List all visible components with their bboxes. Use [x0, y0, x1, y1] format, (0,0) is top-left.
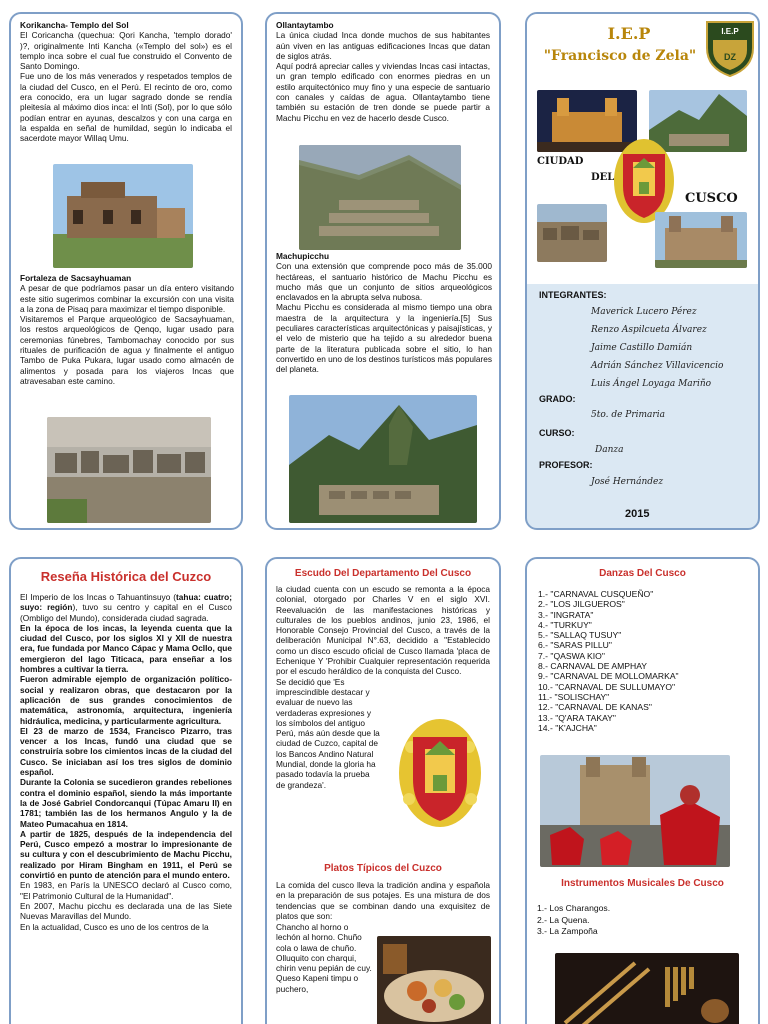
ruins-cover-photo [537, 204, 607, 262]
escudo-title: Escudo Del Departamento Del Cusco [294, 568, 472, 579]
course-label: CURSO: [539, 428, 575, 438]
city-word-3: CUSCO [685, 191, 738, 206]
ollantaytambo-photo [299, 145, 461, 250]
historia-paragraph-4: El 23 de marzo de 1534, Francisco Pizarro, tras vencer a los Incas, fundó una ciudad que se construiría sobre los cimientos incas de la ciudad del Cusco. Se iniciaban así los tres siglos de dominio español. [20, 725, 232, 778]
food-photo [377, 936, 491, 1024]
platos-paragraph-2: Chancho al horno o lechón al horno. Chuño cola o lawa de chuño. Olluquito con charqui, chirin venu pepián de cuy. Queso Kapeni timpu o puchero, [276, 922, 372, 994]
cover-header [527, 14, 758, 284]
teacher-label: PROFESOR: [539, 460, 593, 470]
historia-paragraph-3: Fueron admirable ejemplo de organización político-social y realizaron obras, que destacaron por la aplicación de sus grandes conocimientos de matemática, astronomía, arquitectura, ingeniería hidráulica, medicina, y particularmente agricultura. [20, 674, 232, 726]
teacher-value: José Hernández [591, 477, 664, 487]
escudo-shield-image [397, 717, 483, 829]
dances-list [536, 589, 749, 733]
dance-item: 1.- "CARNAVAL CUSQUEÑO" [538, 589, 654, 599]
korikancha-title: Korikancha- Templo del Sol [20, 20, 129, 30]
historia-paragraph-2: En la época de los incas, la leyenda cuenta que la ciudad del Cusco, por los siglos XI y XII de nuestra era, fue fundada por Manco Cápac y Mama Ocllo, que emergieron del lago Titicaca, para enseñar a los hombres a cultivar la tierra. [20, 622, 232, 675]
dance-item: 12.- "CARNAVAL DE KANAS" [538, 702, 652, 713]
machupicchu-title: Machupicchu [276, 251, 330, 261]
historia-p1-end: ), tuvo su centro y capital en el Cusco (Ombligo del Mundo), considerada ciudad sagrada. [20, 602, 232, 623]
sacsayhuaman-section [20, 273, 234, 386]
historia-paragraph-8: En 2007, Machu picchu es declarada una de las Siete Nuevas Maravillas del Mundo. [20, 900, 232, 922]
sacsayhuaman-paragraph-1: A pesar de que podríamos pasar un día entero visitando este sitio sugerimos combinar la excursión con una visita a la zona de Pisaq para maximizar el tiempo disponible. [20, 283, 234, 314]
dance-item: 8.- CARNAVAL DE AMPHAY [538, 661, 648, 672]
dance-item: 11.- "SOLISCHAY" [538, 691, 610, 702]
historia-paragraph-9: En la actualidad, Cusco es uno de los centros de la [20, 921, 209, 932]
church-cover-photo [655, 212, 747, 268]
ollantaytambo-section [276, 20, 490, 123]
korikancha-paragraph-1: El Coricancha (quechua: Qori Kancha, 'templo dorado' )?, originalmente Inti Kancha («Templo del sol») es el templo inca sobre el cual fue construido el Convento de Santo Domingo. [20, 30, 232, 72]
dance-item: 6.- "SARAS PILLU" [538, 640, 612, 651]
escudo-paragraph-1: la ciudad cuenta con un escudo se remonta a la época colonial, otorgado por Charles V en el siglo XVI. Reevaluación de las manifestaciones históricas y culturales de los pueblos andinos, junio 23, 1986, el Honorable Consejo Provincial del Cusco, a través de la deliberación Municipal N°.63, decidido a "Establecido como un disco escudo oficial de Cusco llamada 'placa de Echenique Y 'Prohibir Cualquier representación requerida por el escudo heráldico de la conquista del Cusco. [276, 584, 490, 677]
dance-item: 4.- "TURKUY" [538, 619, 592, 630]
panel-historia [9, 557, 243, 1024]
historia-paragraph-6: A partir de 1825, después de la independencia del Perú, Cusco empezó a mostrar lo impresionante de su cultura y con el descubrimiento de Machu Picchu, realizado por Hiram Bingham en 1911, el Perú se convirtió en punto de atención para el mundo entero. [20, 828, 232, 881]
korikancha-paragraph-2: Fue uno de los más venerados y respetados templos de la ciudad del Cusco, en el Perú. El recinto de oro, como era conocido, era un lugar sagrado donde se rendía pleitesía al máximo dios inca: el Inti (Sol), por lo que sólo podían entrar en ayunas, descalzos y con una carga en la espalda en señal de humildad, según lo indicaba el sacerdote mayor Willaq Umu. [20, 71, 232, 144]
school-emblem [705, 18, 755, 78]
escudo-paragraph-2: Se decidió que 'Es imprescindible destacar y evaluar de nuevo las verdaderas expresiones y los símbolos del antiguo Perú, más aún desde que la ciudad de Cuzco, capital de los Bancos Andino Natural Mundial, donde la gloria ha pasado todavía la prueba de grandeza'. [276, 676, 380, 790]
dance-item: 9.- "CARNAVAL DE MOLLOMARKA" [538, 671, 679, 682]
emblem-initials: DZ [724, 52, 736, 62]
dance-item: 13.- "Q'ARA TAKAY" [538, 712, 616, 723]
instrument-item: 2.- La Quena. [537, 914, 590, 925]
panel-cover [525, 12, 760, 530]
instrument-item: 3.- La Zampoña [537, 926, 598, 936]
panel-escudo [265, 557, 501, 1024]
instrumentos-title: Instrumentos Musicales De Cusco [561, 878, 724, 889]
sacsayhuaman-title: Fortaleza de Sacsayhuaman [20, 273, 132, 283]
school-name: "Francisco de Zela" [543, 48, 697, 64]
sacsayhuaman-paragraph-2: Visitaremos el Parque arqueológico de Sacsayhuaman, los restos arqueológicos de Qenqo, lugar usado para ceremonias fúnebres, Tambomachay conocido por sus rituales de purificación de agua y finalmente el antiguo Tambo de Puka Pukara, lugar usado como almacén de alimentos y posada para los viajeros Incas que atravesaban este camino. [20, 314, 234, 386]
danzas-title: Danzas Del Cusco [599, 568, 686, 579]
emblem-text: I.E.P [721, 27, 739, 36]
member-item: Renzo Aspilcueta Álvarez [591, 325, 707, 335]
members-list [591, 303, 756, 393]
ollantaytambo-title: Ollantaytambo [276, 20, 334, 30]
historia-paragraph-7: En 1983, en París la UNESCO declaró al Cusco como, "El Patrimonio Cultural de la Humanidad". [20, 880, 232, 901]
panel-danzas [525, 557, 760, 1024]
year: 2015 [625, 508, 650, 520]
ollantaytambo-paragraph-1: La única ciudad Inca donde muchos de sus habitantes aún viven en las antiguas edificaciones Incas que datan de siglos atrás. [276, 30, 490, 61]
historia-paragraph-5: Durante la Colonia se sucedieron grandes rebeliones contra el dominio español, siendo la más importante la de José Gabriel Condorcanqui (Túpac Amaru II) en 1781; también las de los hermanos Angulo y la de Mateo Pumacahua en 1814. [20, 777, 232, 829]
machupicchu-photo [289, 395, 477, 523]
historia-paragraph-1 [20, 592, 232, 623]
city-word-2: DEL [591, 172, 615, 183]
dancers-photo [540, 755, 730, 867]
ollantaytambo-paragraph-2: Aquí podrá apreciar calles y viviendas Incas casi intactas, un gran templo edificado con enormes piedras en un estilo arquitectónico muy fino y una especie de santuario con canales y caídas de agua. Ollantaytambo tiene también su estación de tren donde se puede partir a Machu Picchu en vez de hacerlo desde Cusco. [276, 61, 490, 123]
city-word-1: CIUDAD [537, 156, 584, 167]
machupicchu-section [276, 251, 492, 375]
platos-paragraph-1: La comida del cusco lleva la tradición andina y española en la preparación de sus potajes. Es una mistura de dos tendencias que se combinan dando una exquisitez de platos que son: [276, 880, 490, 921]
sacsayhuaman-photo [47, 417, 211, 523]
historia-body [20, 592, 232, 932]
grade-label: GRADO: [539, 394, 576, 404]
members-label: INTEGRANTES: [539, 290, 607, 300]
instrument-item: 1.- Los Charangos. [537, 903, 611, 913]
course-value: Danza [595, 445, 624, 455]
machupicchu-paragraph-1: Con una extensión que comprende poco más de 35.000 hectáreas, el santuario histórico de Machu Picchu es mucho más que un conjunto de sitios arqueológicos enclavados en la abrupta selva nubosa. [276, 261, 492, 303]
panel-korikancha [9, 12, 243, 530]
platos-title: Platos Típicos del Cuzco [324, 863, 442, 874]
korikancha-photo [53, 164, 193, 268]
dance-item: 3.- "INGRATA" [538, 609, 594, 620]
instruments-photo [555, 953, 739, 1024]
instruments-list [537, 903, 610, 938]
historia-p1-start: El Imperio de los Incas o Tahuantinsuyo ( [20, 592, 177, 602]
panel-ollantaytambo [265, 12, 501, 530]
dance-item: 2.- "LOS JILGUEROS" [538, 599, 625, 610]
historia-p1-etymology: tahua: cuatro; suyo: región [20, 592, 232, 613]
grade-value: 5to. de Primaria [591, 410, 665, 420]
korikancha-section [20, 20, 232, 144]
member-item: Jaime Castillo Damián [591, 343, 693, 353]
dance-item: 14.- "K'AJCHA" [538, 722, 597, 733]
historia-title: Reseña Histórica del Cuzco [40, 569, 212, 584]
dance-item: 10.- "CARNAVAL DE SULLUMAYO" [538, 681, 676, 692]
dance-item: 7.- "QASWA KIO" [538, 650, 605, 661]
dance-item: 5.- "SALLAQ TUSUY" [538, 630, 622, 641]
member-item: Adrián Sánchez Villavicencio [591, 361, 724, 371]
member-item: Maverick Lucero Pérez [591, 307, 697, 317]
member-item: Luis Ángel Loyaga Mariño [591, 379, 712, 389]
machupicchu-paragraph-2: Machu Picchu es considerada al mismo tiempo una obra maestra de la arquitectura y la ingeniería.[5] Sus peculiares características arquitectónicas y paisajísticas, y el velo de misterio que ha tejido a su alrededor buena parte de la literatura publicada sobre el sitio, lo han convertido en uno de los destinos turísticos más populares del planeta. [276, 302, 492, 375]
school-prefix: I.E.P [607, 24, 651, 43]
